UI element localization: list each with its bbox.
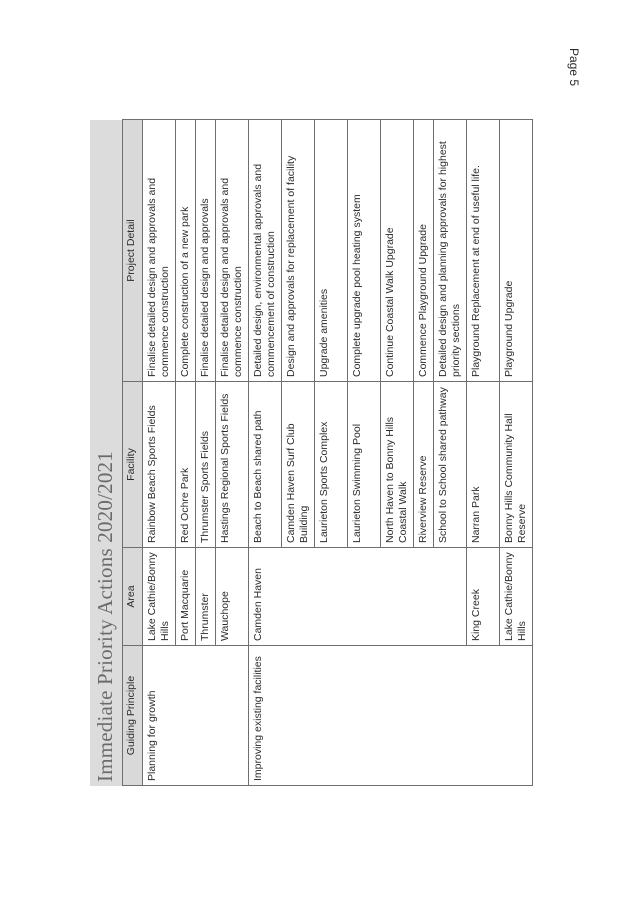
- cell-principle: Improving existing facilities: [249, 646, 282, 786]
- cell-facility: Rainbow Beach Sports Fields: [143, 382, 176, 548]
- cell-detail: Commence Playground Upgrade: [414, 120, 434, 382]
- cell-facility: School to School shared pathway: [434, 382, 467, 548]
- cell-detail: Playground Upgrade: [500, 120, 533, 382]
- table-row: [249, 120, 282, 786]
- cell-principle: [500, 646, 533, 786]
- table-row: [381, 120, 414, 786]
- page-number: Page 5: [567, 48, 581, 87]
- table-row: [467, 120, 500, 786]
- cell-detail: Detailed design and planning approvals for highest priority sections: [434, 120, 467, 382]
- cell-detail: Complete construction of a new park: [176, 120, 196, 382]
- header-facility: Facility: [123, 382, 143, 548]
- cell-facility: Hastings Regional Sports Fields: [216, 382, 249, 548]
- cell-facility: Laurieton Sports Complex: [315, 382, 348, 548]
- cell-detail: Upgrade amenities: [315, 120, 348, 382]
- cell-principle: [216, 646, 249, 786]
- cell-principle: [467, 646, 500, 786]
- cell-detail: Design and approvals for replacement of facility: [282, 120, 315, 382]
- cell-facility: Riverview Reserve: [414, 382, 434, 548]
- cell-facility: Thrumster Sports Fields: [196, 382, 216, 548]
- cell-area: Thrumster: [196, 548, 216, 646]
- cell-area: [434, 548, 467, 646]
- table-row: [414, 120, 434, 786]
- table-row: [216, 120, 249, 786]
- cell-detail: Playground Replacement at end of useful life.: [467, 120, 500, 382]
- cell-detail: Detailed design, environmental approvals and commencement of construction: [249, 120, 282, 382]
- page-title: Immediate Priority Actions 2020/2021: [93, 451, 117, 782]
- cell-detail: Finalise detailed design and approvals and commence construction: [143, 120, 176, 382]
- cell-detail: Finalise detailed design and approvals and commence construction: [216, 120, 249, 382]
- table-row: [196, 120, 216, 786]
- header-area: Area: [123, 548, 143, 646]
- cell-area: Wauchope: [216, 548, 249, 646]
- header-project-detail: Project Detail: [123, 120, 143, 382]
- cell-principle: [282, 646, 315, 786]
- cell-facility: Narran Park: [467, 382, 500, 548]
- cell-principle: [176, 646, 196, 786]
- cell-detail: Complete upgrade pool heating system: [348, 120, 381, 382]
- cell-area: King Creek: [467, 548, 500, 646]
- cell-area: Port Macquarie: [176, 548, 196, 646]
- cell-principle: [348, 646, 381, 786]
- title-band: [90, 120, 122, 786]
- cell-principle: [196, 646, 216, 786]
- cell-facility: Red Ochre Park: [176, 382, 196, 548]
- cell-principle: [414, 646, 434, 786]
- table-header-row: [123, 120, 143, 786]
- cell-principle: [434, 646, 467, 786]
- cell-facility: Camden Haven Surf Club Building: [282, 382, 315, 548]
- cell-area: [282, 548, 315, 646]
- table-row: [176, 120, 196, 786]
- cell-principle: [315, 646, 348, 786]
- cell-area: [414, 548, 434, 646]
- table-row: [500, 120, 533, 786]
- cell-facility: Bonny Hills Community Hall Reserve: [500, 382, 533, 548]
- rotated-page: [90, 120, 546, 786]
- cell-area: [348, 548, 381, 646]
- cell-area: [381, 548, 414, 646]
- table-row: [143, 120, 176, 786]
- header-guiding-principle: Guiding Principle: [123, 646, 143, 786]
- cell-principle: Planning for growth: [143, 646, 176, 786]
- cell-area: Lake Cathie/Bonny Hills: [143, 548, 176, 646]
- cell-area: Camden Haven: [249, 548, 282, 646]
- cell-area: Lake Cathie/Bonny Hills: [500, 548, 533, 646]
- cell-facility: Laurieton Swimming Pool: [348, 382, 381, 548]
- cell-detail: Continue Coastal Walk Upgrade: [381, 120, 414, 382]
- table-row: [315, 120, 348, 786]
- cell-facility: Beach to Beach shared path: [249, 382, 282, 548]
- table-row: [348, 120, 381, 786]
- priority-actions-table: [122, 119, 533, 786]
- cell-principle: [381, 646, 414, 786]
- cell-area: [315, 548, 348, 646]
- table-row: [434, 120, 467, 786]
- cell-facility: North Haven to Bonny Hills Coastal Walk: [381, 382, 414, 548]
- cell-detail: Finalise detailed design and approvals: [196, 120, 216, 382]
- table-row: [282, 120, 315, 786]
